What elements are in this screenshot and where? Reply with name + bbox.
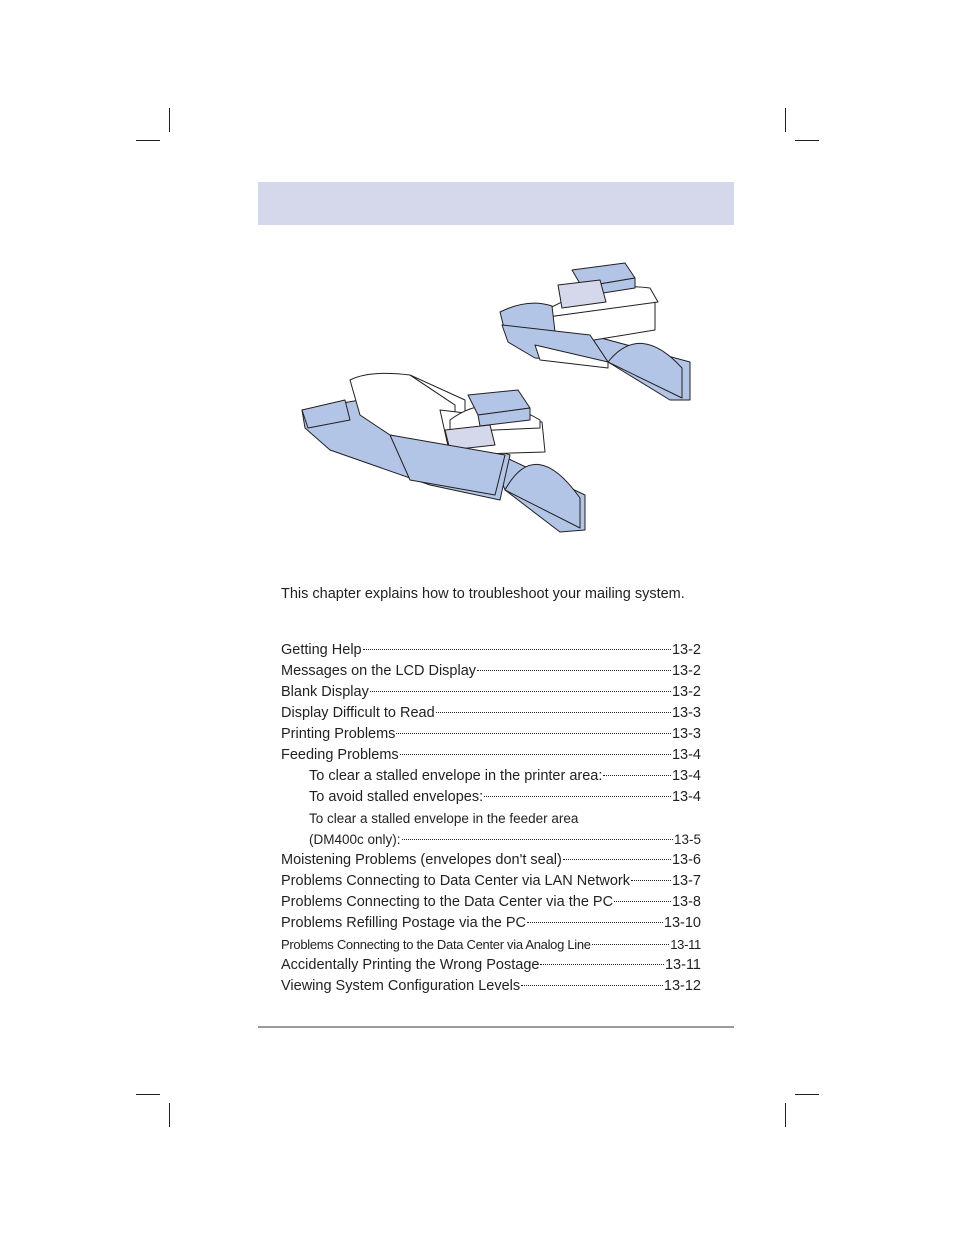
crop-mark: [169, 108, 170, 132]
toc-leader: [603, 775, 671, 776]
toc-entry[interactable]: [281, 913, 701, 934]
toc-subentry[interactable]: [281, 808, 701, 829]
mailing-machine-illustration: [290, 250, 710, 550]
toc-entry-label: Problems Refilling Postage via the PC: [281, 915, 527, 931]
toc-leader: [592, 944, 669, 945]
toc-entry[interactable]: [281, 745, 701, 766]
toc-entry-label: Accidentally Printing the Wrong Postage: [281, 957, 540, 973]
toc-leader: [527, 922, 663, 923]
toc-subentry[interactable]: [281, 787, 701, 808]
crop-mark: [136, 140, 160, 141]
toc-leader: [400, 754, 671, 755]
toc-leader: [370, 691, 671, 692]
toc-entry-page: 13-4: [671, 747, 701, 763]
toc-entry[interactable]: [281, 850, 701, 871]
chapter-intro: This chapter explains how to troubleshoot your mailing system.: [281, 586, 685, 602]
toc-leader: [563, 859, 671, 860]
toc-leader: [436, 712, 671, 713]
toc-leader: [540, 964, 664, 965]
toc-entry[interactable]: [281, 682, 701, 703]
toc-entry-label: Printing Problems: [281, 726, 396, 742]
toc-entry-page: 13-4: [671, 789, 701, 805]
crop-mark: [785, 1103, 786, 1127]
mailing-machine-rear: [500, 263, 690, 400]
toc-entry-label: To clear a stalled envelope in the printer area:: [309, 768, 603, 784]
crop-mark: [136, 1094, 160, 1095]
toc-leader: [363, 649, 671, 650]
toc-leader: [396, 733, 671, 734]
toc-entry[interactable]: [281, 955, 701, 976]
toc-entry-page: 13-3: [671, 726, 701, 742]
toc-entry[interactable]: [281, 661, 701, 682]
toc-entry[interactable]: [281, 934, 701, 955]
toc-leader: [614, 901, 671, 902]
toc-entry-label: To clear a stalled envelope in the feeder area: [309, 811, 579, 826]
toc-entry-label: Messages on the LCD Display: [281, 663, 477, 679]
toc-entry-page: 13-11: [670, 937, 701, 952]
toc-entry-label: Problems Connecting to the Data Center via Analog Line: [281, 937, 591, 952]
toc-leader: [402, 839, 673, 840]
toc-entry-label: Blank Display: [281, 684, 369, 700]
toc-entry-label: Feeding Problems: [281, 747, 399, 763]
toc-entry[interactable]: [281, 871, 701, 892]
toc-entry-page: 13-2: [671, 642, 701, 658]
toc-leader: [521, 985, 663, 986]
toc-entry-page: 13-5: [673, 832, 701, 847]
toc-entry-label: (DM400c only):: [309, 832, 401, 847]
toc-entry[interactable]: [281, 724, 701, 745]
toc-entry[interactable]: [281, 703, 701, 724]
toc-entry-page: 13-6: [671, 852, 701, 868]
crop-mark: [785, 108, 786, 132]
toc-entry-page: 13-10: [663, 915, 701, 931]
toc-entry-page: 13-8: [671, 894, 701, 910]
footer-rule: [258, 1026, 734, 1028]
toc-subentry[interactable]: [281, 829, 701, 850]
toc-entry-page: 13-11: [664, 957, 701, 973]
toc-entry-page: 13-12: [663, 978, 701, 994]
toc-entry[interactable]: [281, 892, 701, 913]
toc-entry-label: Problems Connecting to the Data Center via the PC: [281, 894, 614, 910]
toc-entry-page: 13-3: [671, 705, 701, 721]
mailing-machine-front: [302, 373, 585, 532]
chapter-header-band: [258, 182, 734, 225]
toc-entry-label: Viewing System Configuration Levels: [281, 978, 521, 994]
toc-entry-page: 13-2: [671, 684, 701, 700]
toc-entry[interactable]: [281, 976, 701, 997]
toc-subentry[interactable]: [281, 766, 701, 787]
toc-entry-label: Getting Help: [281, 642, 362, 658]
toc-entry-page: 13-4: [671, 768, 701, 784]
crop-mark: [169, 1103, 170, 1127]
toc-leader: [477, 670, 671, 671]
toc-entry-page: 13-2: [671, 663, 701, 679]
toc-entry-label: To avoid stalled envelopes:: [309, 789, 484, 805]
toc-entry-label: Moistening Problems (envelopes don't seal): [281, 852, 562, 868]
toc-entry-label: Display Difficult to Read: [281, 705, 435, 721]
crop-mark: [795, 140, 819, 141]
crop-mark: [795, 1094, 819, 1095]
table-of-contents: [281, 640, 701, 997]
toc-entry-label: Problems Connecting to Data Center via LAN Network: [281, 873, 630, 889]
toc-leader: [484, 796, 671, 797]
toc-leader: [631, 880, 671, 881]
toc-entry-page: 13-7: [671, 873, 701, 889]
toc-entry[interactable]: [281, 640, 701, 661]
